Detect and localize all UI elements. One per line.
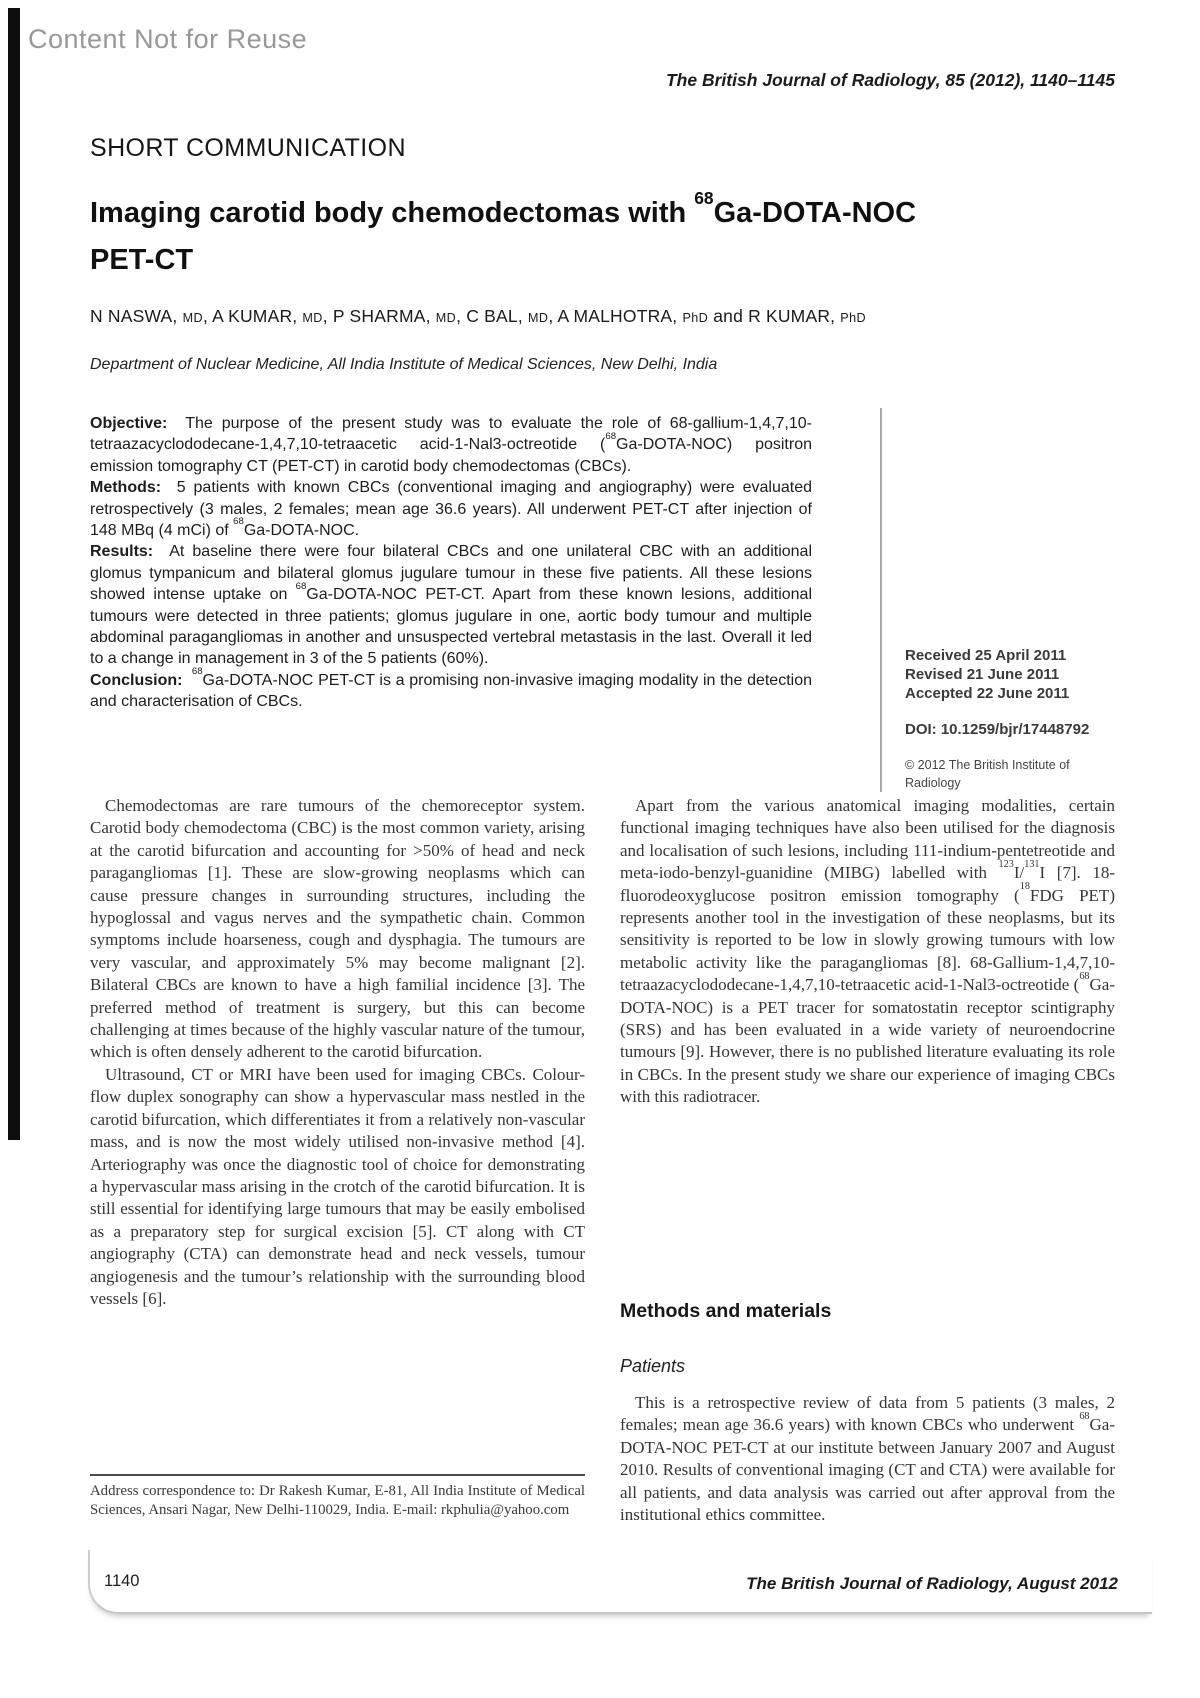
footer-journal-line: The British Journal of Radiology, August 2012: [746, 1574, 1118, 1593]
abstract-results: [90, 541, 812, 669]
correspondence-footnote: Address correspondence to: Dr Rakesh Kumar, E-81, All India Institute of Medical Sciences, Ansari Nagar, New Delhi-110029, India. E-mail: rkphulia@yahoo.com: [90, 1474, 585, 1520]
revised-date: Revised 21 June 2011: [905, 666, 1060, 683]
body-left-column: [90, 795, 585, 1310]
article-title-line1: Imaging carotid body chemodectomas with $^{68}$Ga-DOTA-NOC: [90, 187, 917, 229]
body-right-column: [620, 795, 1115, 1109]
abstract-objective-label: Objective:: [90, 415, 168, 432]
left-paragraph-2: Ultrasound, CT or MRI have been used for imaging CBCs. Colour-flow duplex sonography can show a hypervascular mass nestled in the carotid bifurcation, which differentiates it from a relatively non-vascular mass, and is now the most widely utilised non-invasive method [4]. Arteriography was once the diagnostic tool of choice for demonstrating a hypervascular mass arising in the crotch of the carotid bifurcation. It is still essential for identifying large tumours that may be easily embolised as a preparatory step for surgical excision [5]. CT along with CT angiography (CTA) can demonstrate head and neck vessels, tumour angiogenesis and the tumour’s relationship with the surrounding blood vessels [6].: [90, 1064, 585, 1308]
abstract-objective-text: The purpose of the present study was to evaluate the role of 68-gallium-1,4,7,10-tetraazacyclododecane-1,4,7,10-tetraacetic acid-1-Nal3-octreotide ($^{68}$Ga-DOTA-NOC) positron emission tomography CT (PET-CT) in carotid body chemodectomas (CBCs).: [90, 415, 813, 475]
section-label: SHORT COMMUNICATION: [90, 134, 406, 162]
patients-paragraph-wrap: [620, 1392, 1115, 1526]
patients-subheading: Patients: [620, 1356, 686, 1376]
authors-line: N NASWA, MD, A KUMAR, MD, P SHARMA, MD, C BAL, MD, A MALHOTRA, PhD and R KUMAR, PhD: [90, 306, 866, 326]
abstract-conclusion-text: $^{68}$Ga-DOTA-NOC PET-CT is a promising non-invasive imaging modality in the detection and characterisation of CBCs.: [90, 666, 813, 711]
doi-line: DOI: 10.1259/bjr/17448792: [905, 721, 1090, 738]
abstract-results-label: Results:: [90, 543, 154, 561]
abstract: [90, 413, 812, 713]
right-paragraph-1: Apart from the various anatomical imaging modalities, certain functional imaging techniques have also been utilised for the diagnosis and localisation of such lesions, including 111-indium-pentetreotide and meta-iodo-benzyl-guanidine (MIBG) labelled with $^{123}$I/$^{131}$I [7]. 18-fluorodeoxyglucose positron emission tomography ($^{18}$FDG PET) represents another tool in the investigation of these neoplasms, but its sensitivity is reported to be low in slowly growing tumours with low metabolic activity like the paragangliomas [8]. 68-Gallium-1,4,7,10-tetraazacyclododecane-1,4,7,10-tetraacetic acid-1-Nal3-octreotide ($^{68}$Ga-DOTA-NOC) is a PET tracer for somatostatin receptor scintigraphy (SRS) and has been evaluated in a wide variety of neuroendocrine tumours [9]. However, there is no published literature evaluating its role in CBCs. In the present study we share our experience of imaging CBCs with this radiotracer.: [620, 796, 1115, 1107]
patients-paragraph: This is a retrospective review of data from 5 patients (3 males, 2 females; mean age 36.6 years) with known CBCs who underwent $^{68}$Ga-DOTA-NOC PET-CT at our institute between January 2007 and August 2010. Results of conventional imaging (CT and CTA) were available for all patients, and data analysis was carried out after approval from the institutional ethics committee.: [620, 1393, 1115, 1525]
left-paragraph-1: Chemodectomas are rare tumours of the chemoreceptor system. Carotid body chemodectoma (CBC) is the most common variety, arising at the carotid bifurcation and accounting for >50% of head and neck paragangliomas [1]. These are slow-growing neoplasms which can cause pressure changes in surrounding structures, including the hypoglossal and vagus nerves and the sympathetic chain. Common symptoms include hoarseness, cough and dysphagia. The tumours are very vascular, and approximately 5% may become malignant [2]. Bilateral CBCs are known to have a high familial incidence [3]. The preferred method of treatment is surgery, but this can become challenging at times because of the highly vascular nature of the tumour, which is often densely adherent to the carotid bifurcation.: [90, 796, 585, 1062]
footer-page-number: 1140: [104, 1572, 140, 1590]
abstract-sidebar-divider: [880, 408, 882, 792]
copyright-line2: Radiology: [905, 776, 961, 790]
abstract-methods: [90, 477, 812, 541]
watermark-text: Content Not for Reuse: [28, 24, 308, 54]
article-title-line2: PET-CT: [90, 244, 194, 276]
abstract-objective: [90, 413, 812, 477]
publication-info: [905, 646, 1125, 792]
left-edge-black-bar: [8, 8, 20, 1140]
abstract-methods-text: 5 patients with known CBCs (conventional imaging and angiography) were evaluated retrospectively (3 males, 2 females; mean age 36.6 years). All underwent PET-CT after injection of 148 MBq (4 mCi) of $^{68}$Ga-DOTA-NOC.: [90, 479, 812, 540]
accepted-date: Accepted 22 June 2011: [905, 685, 1070, 702]
copyright-line1: © 2012 The British Institute of: [905, 758, 1070, 772]
article-title: [90, 187, 1070, 284]
page-bottom-edge: [88, 1550, 1152, 1614]
abstract-methods-label: Methods:: [90, 479, 162, 497]
abstract-conclusion: [90, 666, 813, 713]
abstract-results-text: At baseline there were four bilateral CBCs and one unilateral CBC with an additional glomus tympanicum and bilateral glomus jugulare tumour in these five patients. All these lesions showed intense uptake on $^{68}$Ga-DOTA-NOC PET-CT. Apart from these known lesions, additional tumours were detected in three patients; glomus jugulare in one, aortic body tumour and multiple abdominal paragangliomas in another and unsuspected vertebral metastasis in the last. Overall it led to a change in management in 3 of the 5 patients (60%).: [90, 543, 813, 668]
journal-reference-header: The British Journal of Radiology, 85 (2012), 1140–1145: [665, 70, 1115, 90]
copyright-notice: [905, 756, 1125, 792]
methods-heading: Methods and materials: [620, 1300, 832, 1322]
received-date: Received 25 April 2011: [905, 647, 1067, 664]
affiliation-line: Department of Nuclear Medicine, All India Institute of Medical Sciences, New Delhi, India: [90, 356, 718, 373]
abstract-conclusion-label: Conclusion:: [90, 671, 183, 689]
